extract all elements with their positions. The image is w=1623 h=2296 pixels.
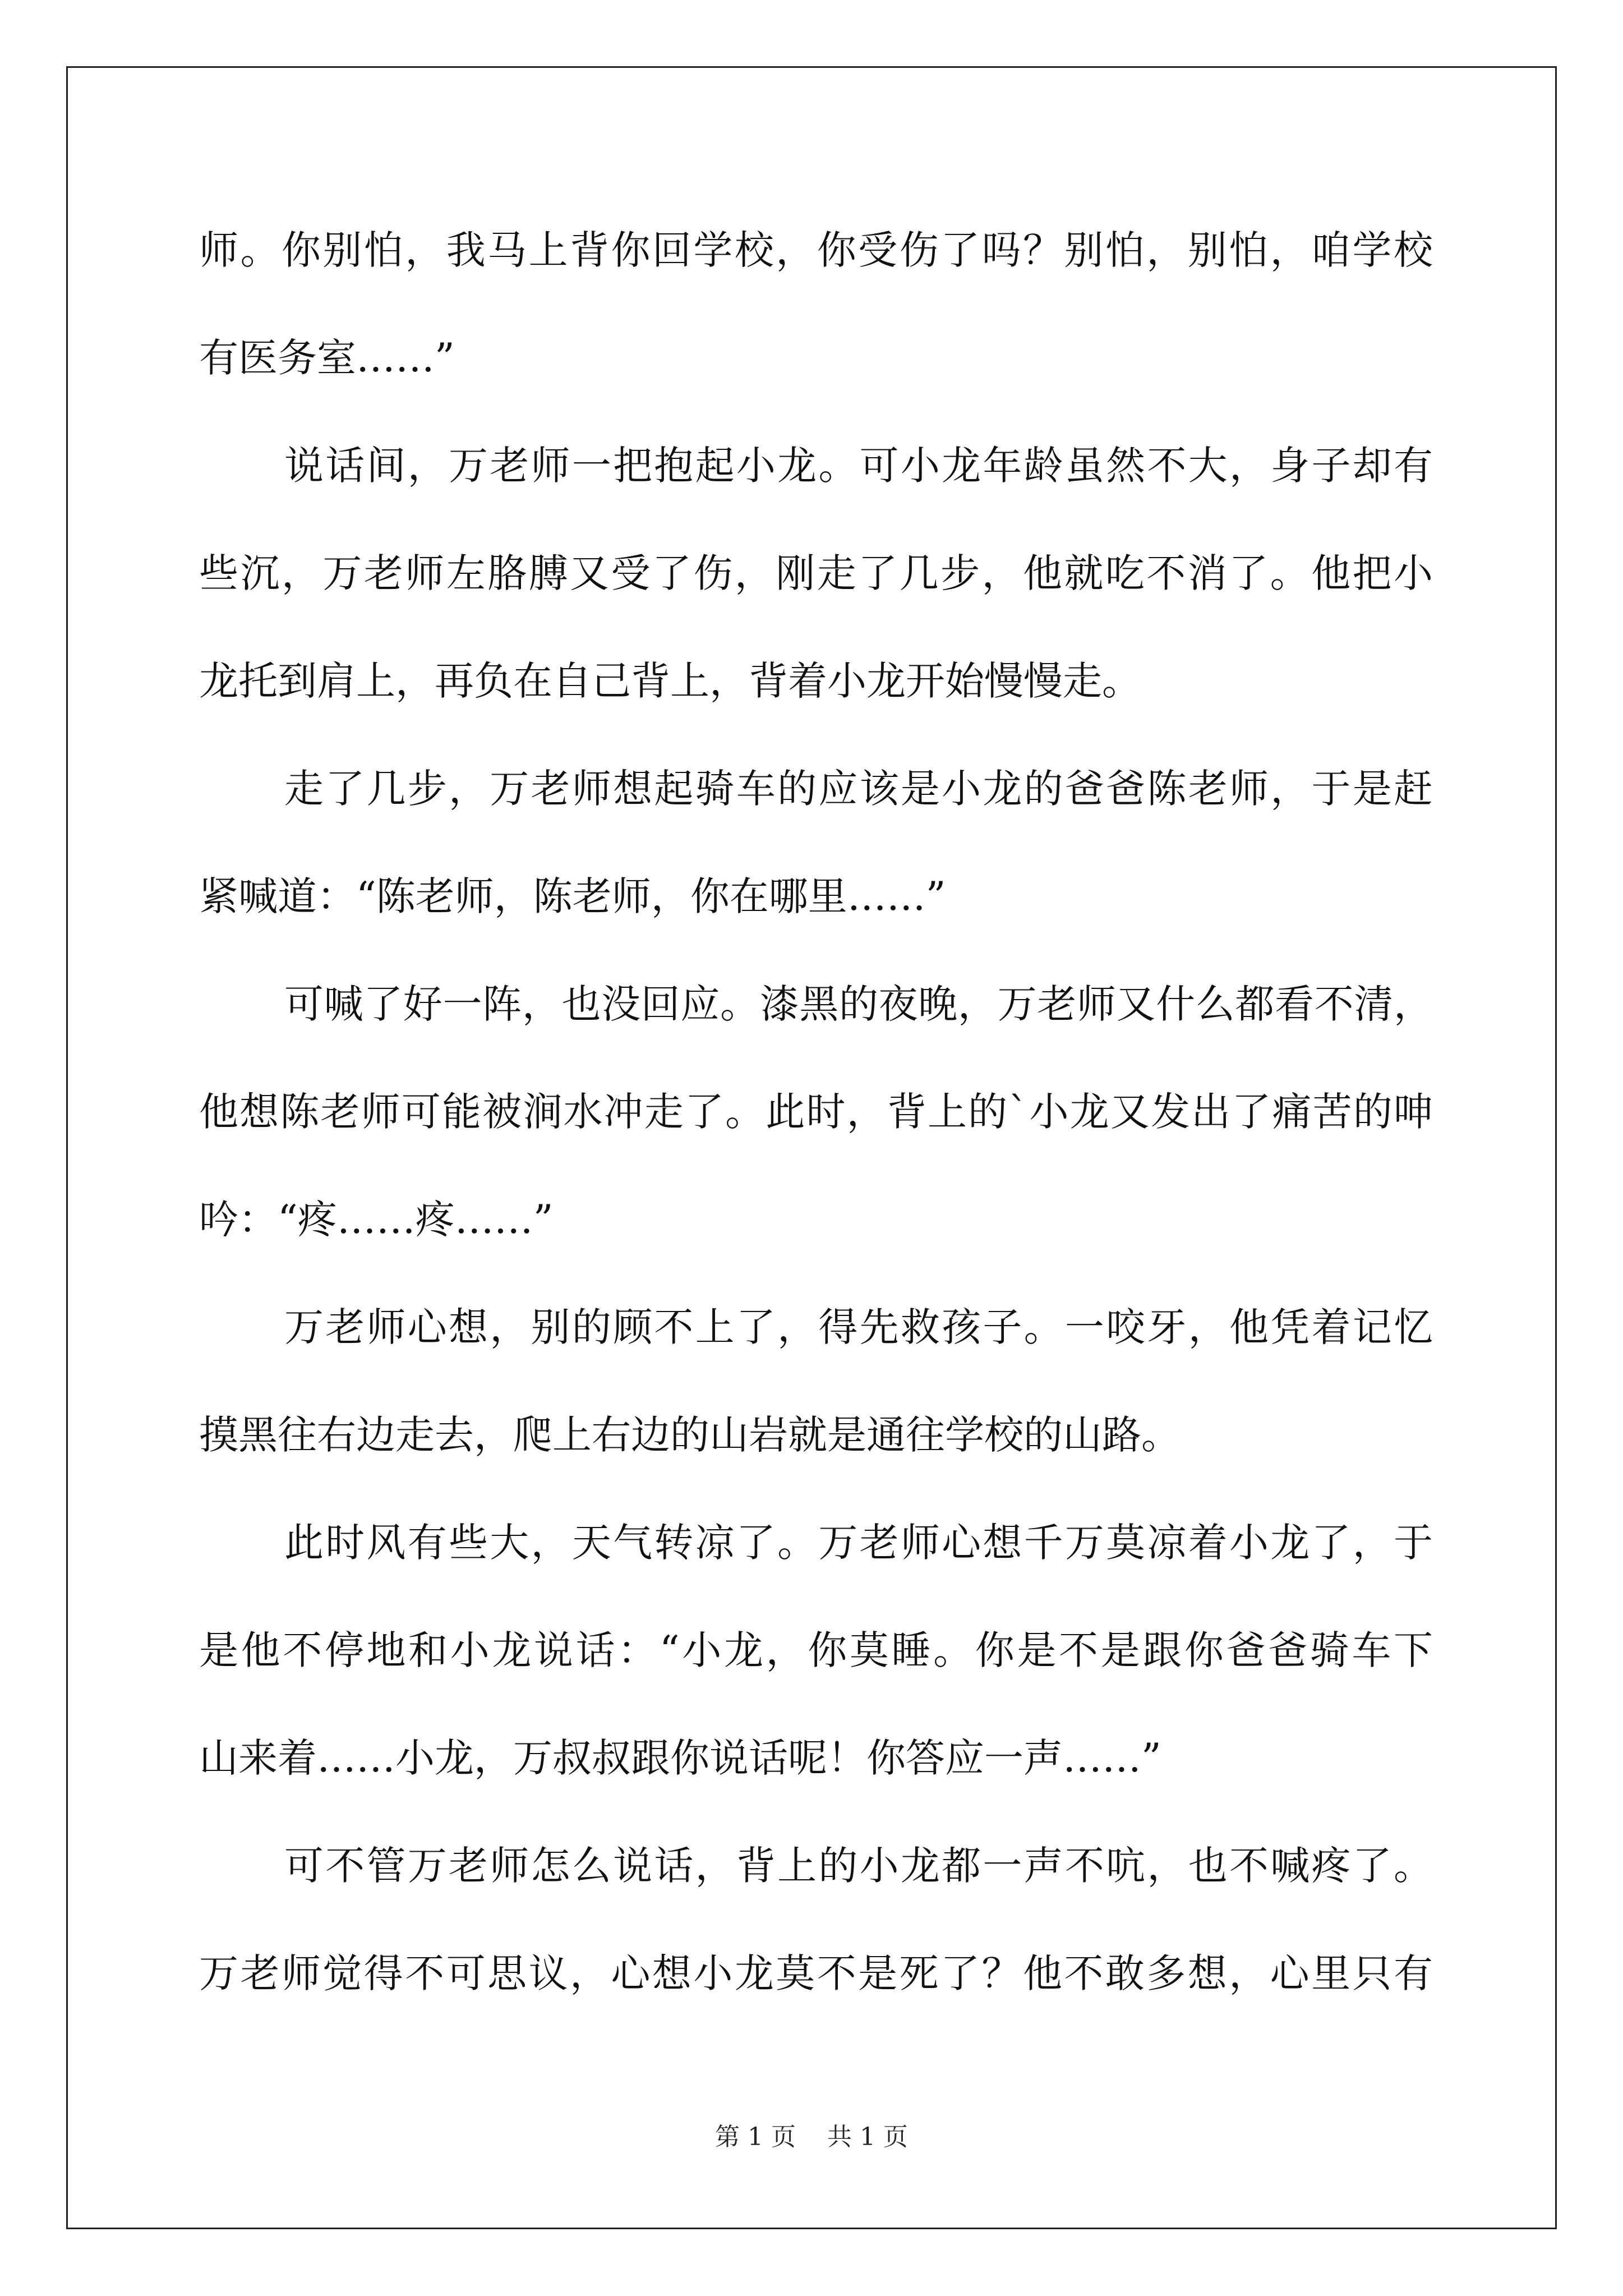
paragraph-first-line: 万老师心想，别的顾不上了，得先救孩子。一咬牙，他凭着记忆 <box>284 1304 1433 1350</box>
paragraph-first-line: 走了几步，万老师想起骑车的应该是小龙的爸爸陈老师，于是赶 <box>284 766 1433 812</box>
text-line: 师。你别怕，我马上背你回学校，你受伤了吗？别怕，别怕，咱学校 <box>199 227 1433 273</box>
paragraph-first-line: 可不管万老师怎么说话，背上的小龙都一声不吭，也不喊疼了。 <box>284 1843 1433 1889</box>
text-line: 紧喊道：“陈老师，陈老师，你在哪里……” <box>199 873 946 919</box>
page-number-footer: 第 1 页 共 1 页 <box>715 2123 908 2151</box>
text-line: 些沉，万老师左胳膊又受了伤，刚走了几步，他就吃不消了。他把小 <box>199 550 1433 596</box>
text-line: 摸黑往右边走去，爬上右边的山岩就是通往学校的山路。 <box>199 1412 1181 1458</box>
text-line: 龙托到肩上，再负在自己背上，背着小龙开始慢慢走。 <box>199 658 1141 704</box>
text-line: 万老师觉得不可思议，心想小龙莫不是死了？他不敢多想，心里只有 <box>199 1950 1433 1996</box>
text-line: 他想陈老师可能被涧水冲走了。此时，背上的`小龙又发出了痛苦的呻 <box>199 1089 1433 1135</box>
text-line: 有医务室……” <box>199 335 455 381</box>
paragraph-first-line: 说话间，万老师一把抱起小龙。可小龙年龄虽然不大，身子却有 <box>284 443 1433 489</box>
paragraph-first-line: 此时风有些大，天气转凉了。万老师心想千万莫凉着小龙了，于 <box>284 1520 1433 1566</box>
page-border <box>66 66 1557 2229</box>
paragraph-first-line: 可喊了好一阵，也没回应。漆黑的夜晚，万老师又什么都看不清， <box>284 981 1433 1027</box>
text-line: 是他不停地和小龙说话：“小龙，你莫睡。你是不是跟你爸爸骑车下 <box>199 1627 1433 1673</box>
text-line: 吟：“疼……疼……” <box>199 1197 554 1243</box>
text-line: 山来着……小龙，万叔叔跟你说话呢！你答应一声……” <box>199 1735 1161 1781</box>
